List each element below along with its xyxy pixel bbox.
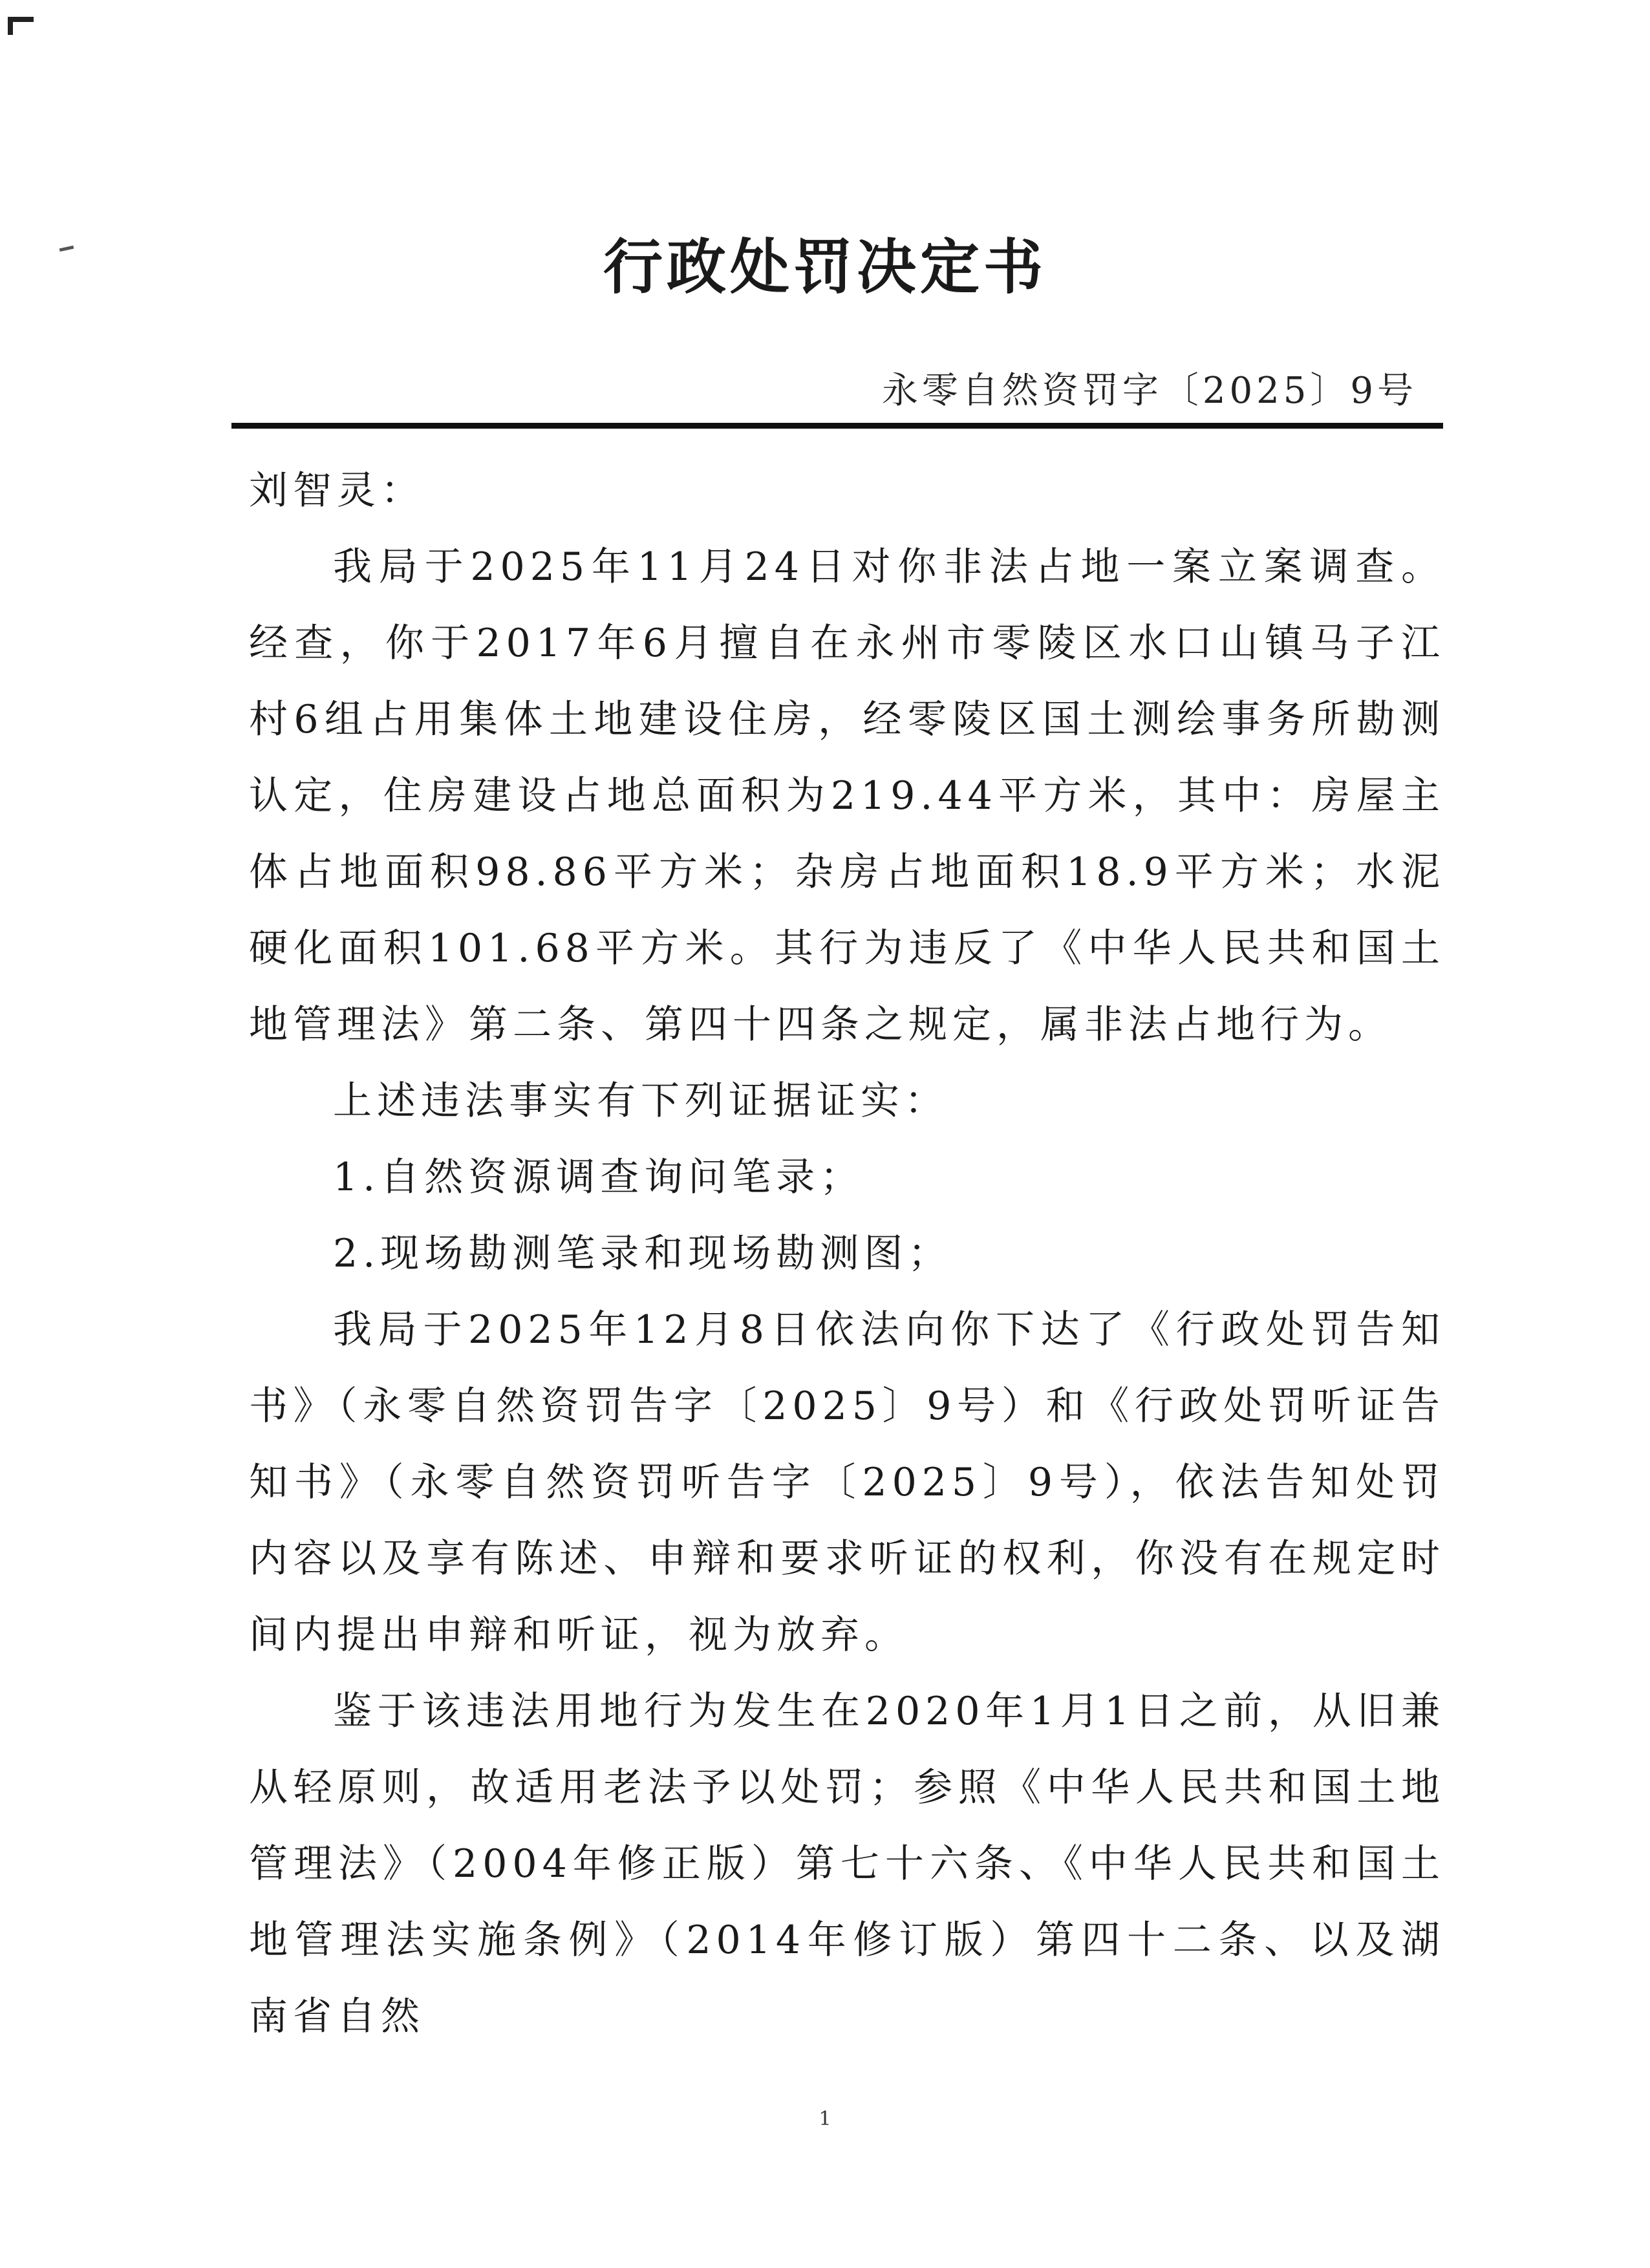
evidence-item-1: 1.自然资源调查询问笔录； bbox=[333, 1155, 864, 1200]
document-number: 永零自然资罚字〔2025〕9号 bbox=[881, 370, 1417, 412]
evidence-item-2: 2.现场勘测笔录和现场勘测图； bbox=[333, 1231, 952, 1276]
paragraph-notification: 我局于2025年12月8日依法向你下达了《行政处罚告知书》（永零自然资罚告字〔2025〕9号）和《行政处罚听证告知书》（永零自然资罚听告字〔2025〕9号），依法告知处罚内容以及享有陈述、申辩和要求听证的权利，你没有在规定时间内提出申辩和听证，视为放弃。 bbox=[249, 1307, 1445, 1658]
document-title: 行政处罚决定书 bbox=[603, 233, 1047, 302]
page-number: 1 bbox=[819, 2108, 831, 2130]
paragraph-evidence-intro: 上述违法事实有下列证据证实： bbox=[333, 1078, 948, 1124]
document-body bbox=[249, 453, 1445, 2055]
addressee: 刘智灵： bbox=[249, 468, 425, 513]
scan-corner-mark-vertical bbox=[8, 17, 13, 35]
paragraph-facts: 我局于2025年11月24日对你非法占地一案立案调查。经查，你于2017年6月擅自在永州市零陵区水口山镇马子江村6组占用集体土地建设住房，经零陵区国土测绘事务所勘测认定，住房建设占地总面积为219.44平方米，其中：房屋主体占地面积98.86平方米；杂房占地面积18.9平方米；水泥硬化面积101.68平方米。其行为违反了《中华人民共和国土地管理法》第二条、第四十四条之规定，属非法占地行为。 bbox=[249, 544, 1445, 1047]
header-divider bbox=[231, 423, 1443, 429]
paragraph-legal-basis: 鉴于该违法用地行为发生在2020年1月1日之前，从旧兼从轻原则，故适用老法予以处罚；参照《中华人民共和国土地管理法》（2004年修正版）第七十六条、《中华人民共和国土地管理法实施条例》（2014年修订版）第四十二条、以及湖南省自然 bbox=[249, 1689, 1445, 2039]
